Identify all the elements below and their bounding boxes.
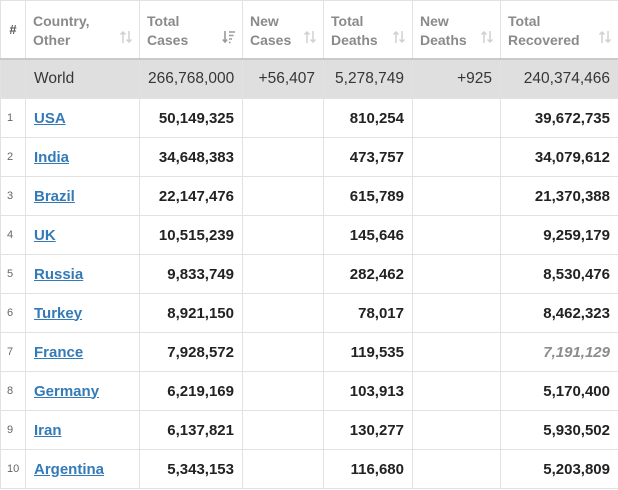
new-cases-cell [243,411,324,450]
new-cases-cell [243,177,324,216]
total-recovered-cell: 34,079,612 [501,138,618,177]
new-deaths-cell [413,333,501,372]
table-row [1,372,618,411]
column-header-label: Country, [33,12,90,29]
country-link[interactable]: UK [34,226,56,244]
total-cases-cell: 10,515,239 [140,216,243,255]
table-row [1,294,618,333]
sort-icon[interactable] [119,29,133,45]
total-recovered-cell: 8,462,323 [501,294,618,333]
country-cell [26,372,140,411]
total-cases-cell: 50,149,325 [140,99,243,138]
total-recovered-cell: 39,672,735 [501,99,618,138]
country-cell [26,333,140,372]
country-cell [26,138,140,177]
total-cases-cell: 5,343,153 [140,450,243,489]
new-deaths-cell [413,138,501,177]
country-link[interactable]: Brazil [34,187,75,205]
column-header-label: Total [508,12,541,29]
total-deaths-cell: 78,017 [324,294,413,333]
new-cases-cell [243,372,324,411]
new-cases-cell [243,450,324,489]
new-deaths-cell [413,255,501,294]
column-header-label: # [9,22,17,37]
world-total-row [1,59,618,99]
total-cases-cell: 34,648,383 [140,138,243,177]
column-header-label: Recovered [508,31,580,48]
sort-icon[interactable] [598,29,612,45]
rank-cell: 2 [1,138,26,177]
new-cases-cell [243,138,324,177]
total-recovered-cell: 5,930,502 [501,411,618,450]
table-row [1,450,618,489]
country-link[interactable]: France [34,343,84,361]
table-row [1,177,618,216]
rank-cell: 5 [1,255,26,294]
column-header-label: Cases [250,31,292,48]
new-deaths-cell [413,216,501,255]
total-recovered-cell: 5,170,400 [501,372,618,411]
column-header-new-cases[interactable] [243,1,324,60]
column-header-label: New [250,12,279,29]
rank-cell: 7 [1,333,26,372]
rank-cell: 3 [1,177,26,216]
country-link[interactable]: Iran [34,421,62,439]
total-deaths-cell: 130,277 [324,411,413,450]
total-recovered-cell: 5,203,809 [501,450,618,489]
table-row [1,216,618,255]
column-header-label: Deaths [331,31,378,48]
total-cases-cell: 22,147,476 [140,177,243,216]
total-deaths-cell: 615,789 [324,177,413,216]
table-row [1,333,618,372]
header-row [1,1,618,60]
column-header-rank[interactable] [1,1,26,60]
new-cases-cell [243,255,324,294]
total-recovered-cell: 240,374,466 [501,59,618,99]
column-header-label: Total [331,12,364,29]
sort-desc-active-icon[interactable] [222,29,236,45]
new-deaths-cell [413,450,501,489]
column-header-total-recovered[interactable] [501,1,618,60]
rank-cell: 9 [1,411,26,450]
rank-cell: 6 [1,294,26,333]
column-header-new-deaths[interactable] [413,1,501,60]
total-cases-cell: 8,921,150 [140,294,243,333]
new-deaths-cell [413,294,501,333]
country-cell: World [26,59,140,99]
country-link[interactable]: Turkey [34,304,83,322]
rank-cell: 1 [1,99,26,138]
total-deaths-cell: 103,913 [324,372,413,411]
country-cell [26,99,140,138]
new-deaths-cell: +925 [413,59,501,99]
rank-cell: 10 [1,450,26,489]
sort-icon[interactable] [303,29,317,45]
table-row [1,99,618,138]
total-cases-cell: 266,768,000 [140,59,243,99]
total-cases-cell: 9,833,749 [140,255,243,294]
country-link[interactable]: Russia [34,265,84,283]
rank-cell: 4 [1,216,26,255]
new-deaths-cell [413,99,501,138]
column-header-label: New [420,12,449,29]
total-recovered-cell: 9,259,179 [501,216,618,255]
column-header-label: Other [33,31,71,48]
table-row [1,411,618,450]
rank-cell [1,59,26,99]
column-header-label: Total [147,12,180,29]
country-link[interactable]: USA [34,109,66,127]
sort-icon[interactable] [392,29,406,45]
country-cell [26,216,140,255]
country-link[interactable]: India [34,148,70,166]
total-deaths-cell: 5,278,749 [324,59,413,99]
new-cases-cell [243,294,324,333]
total-deaths-cell: 145,646 [324,216,413,255]
sort-icon[interactable] [480,29,494,45]
country-cell [26,177,140,216]
column-header-country[interactable] [26,1,140,60]
total-cases-cell: 7,928,572 [140,333,243,372]
rank-cell: 8 [1,372,26,411]
table-row [1,255,618,294]
country-cell [26,255,140,294]
total-deaths-cell: 282,462 [324,255,413,294]
new-cases-cell [243,99,324,138]
new-cases-cell: +56,407 [243,59,324,99]
new-cases-cell [243,216,324,255]
country-link[interactable]: Argentina [34,460,105,478]
total-cases-cell: 6,137,821 [140,411,243,450]
new-deaths-cell [413,177,501,216]
total-deaths-cell: 116,680 [324,450,413,489]
table-row [1,138,618,177]
column-header-total-deaths[interactable] [324,1,413,60]
country-link[interactable]: Germany [34,382,100,400]
new-deaths-cell [413,372,501,411]
new-cases-cell [243,333,324,372]
column-header-label: Deaths [420,31,467,48]
country-cell [26,450,140,489]
total-cases-cell: 6,219,169 [140,372,243,411]
column-header-label: Cases [147,31,189,48]
total-recovered-cell: 7,191,129 [501,333,618,372]
country-cell [26,294,140,333]
total-deaths-cell: 810,254 [324,99,413,138]
total-recovered-cell: 8,530,476 [501,255,618,294]
total-recovered-cell: 21,370,388 [501,177,618,216]
total-deaths-cell: 119,535 [324,333,413,372]
column-header-total-cases[interactable] [140,1,243,60]
country-cell [26,411,140,450]
new-deaths-cell [413,411,501,450]
total-deaths-cell: 473,757 [324,138,413,177]
